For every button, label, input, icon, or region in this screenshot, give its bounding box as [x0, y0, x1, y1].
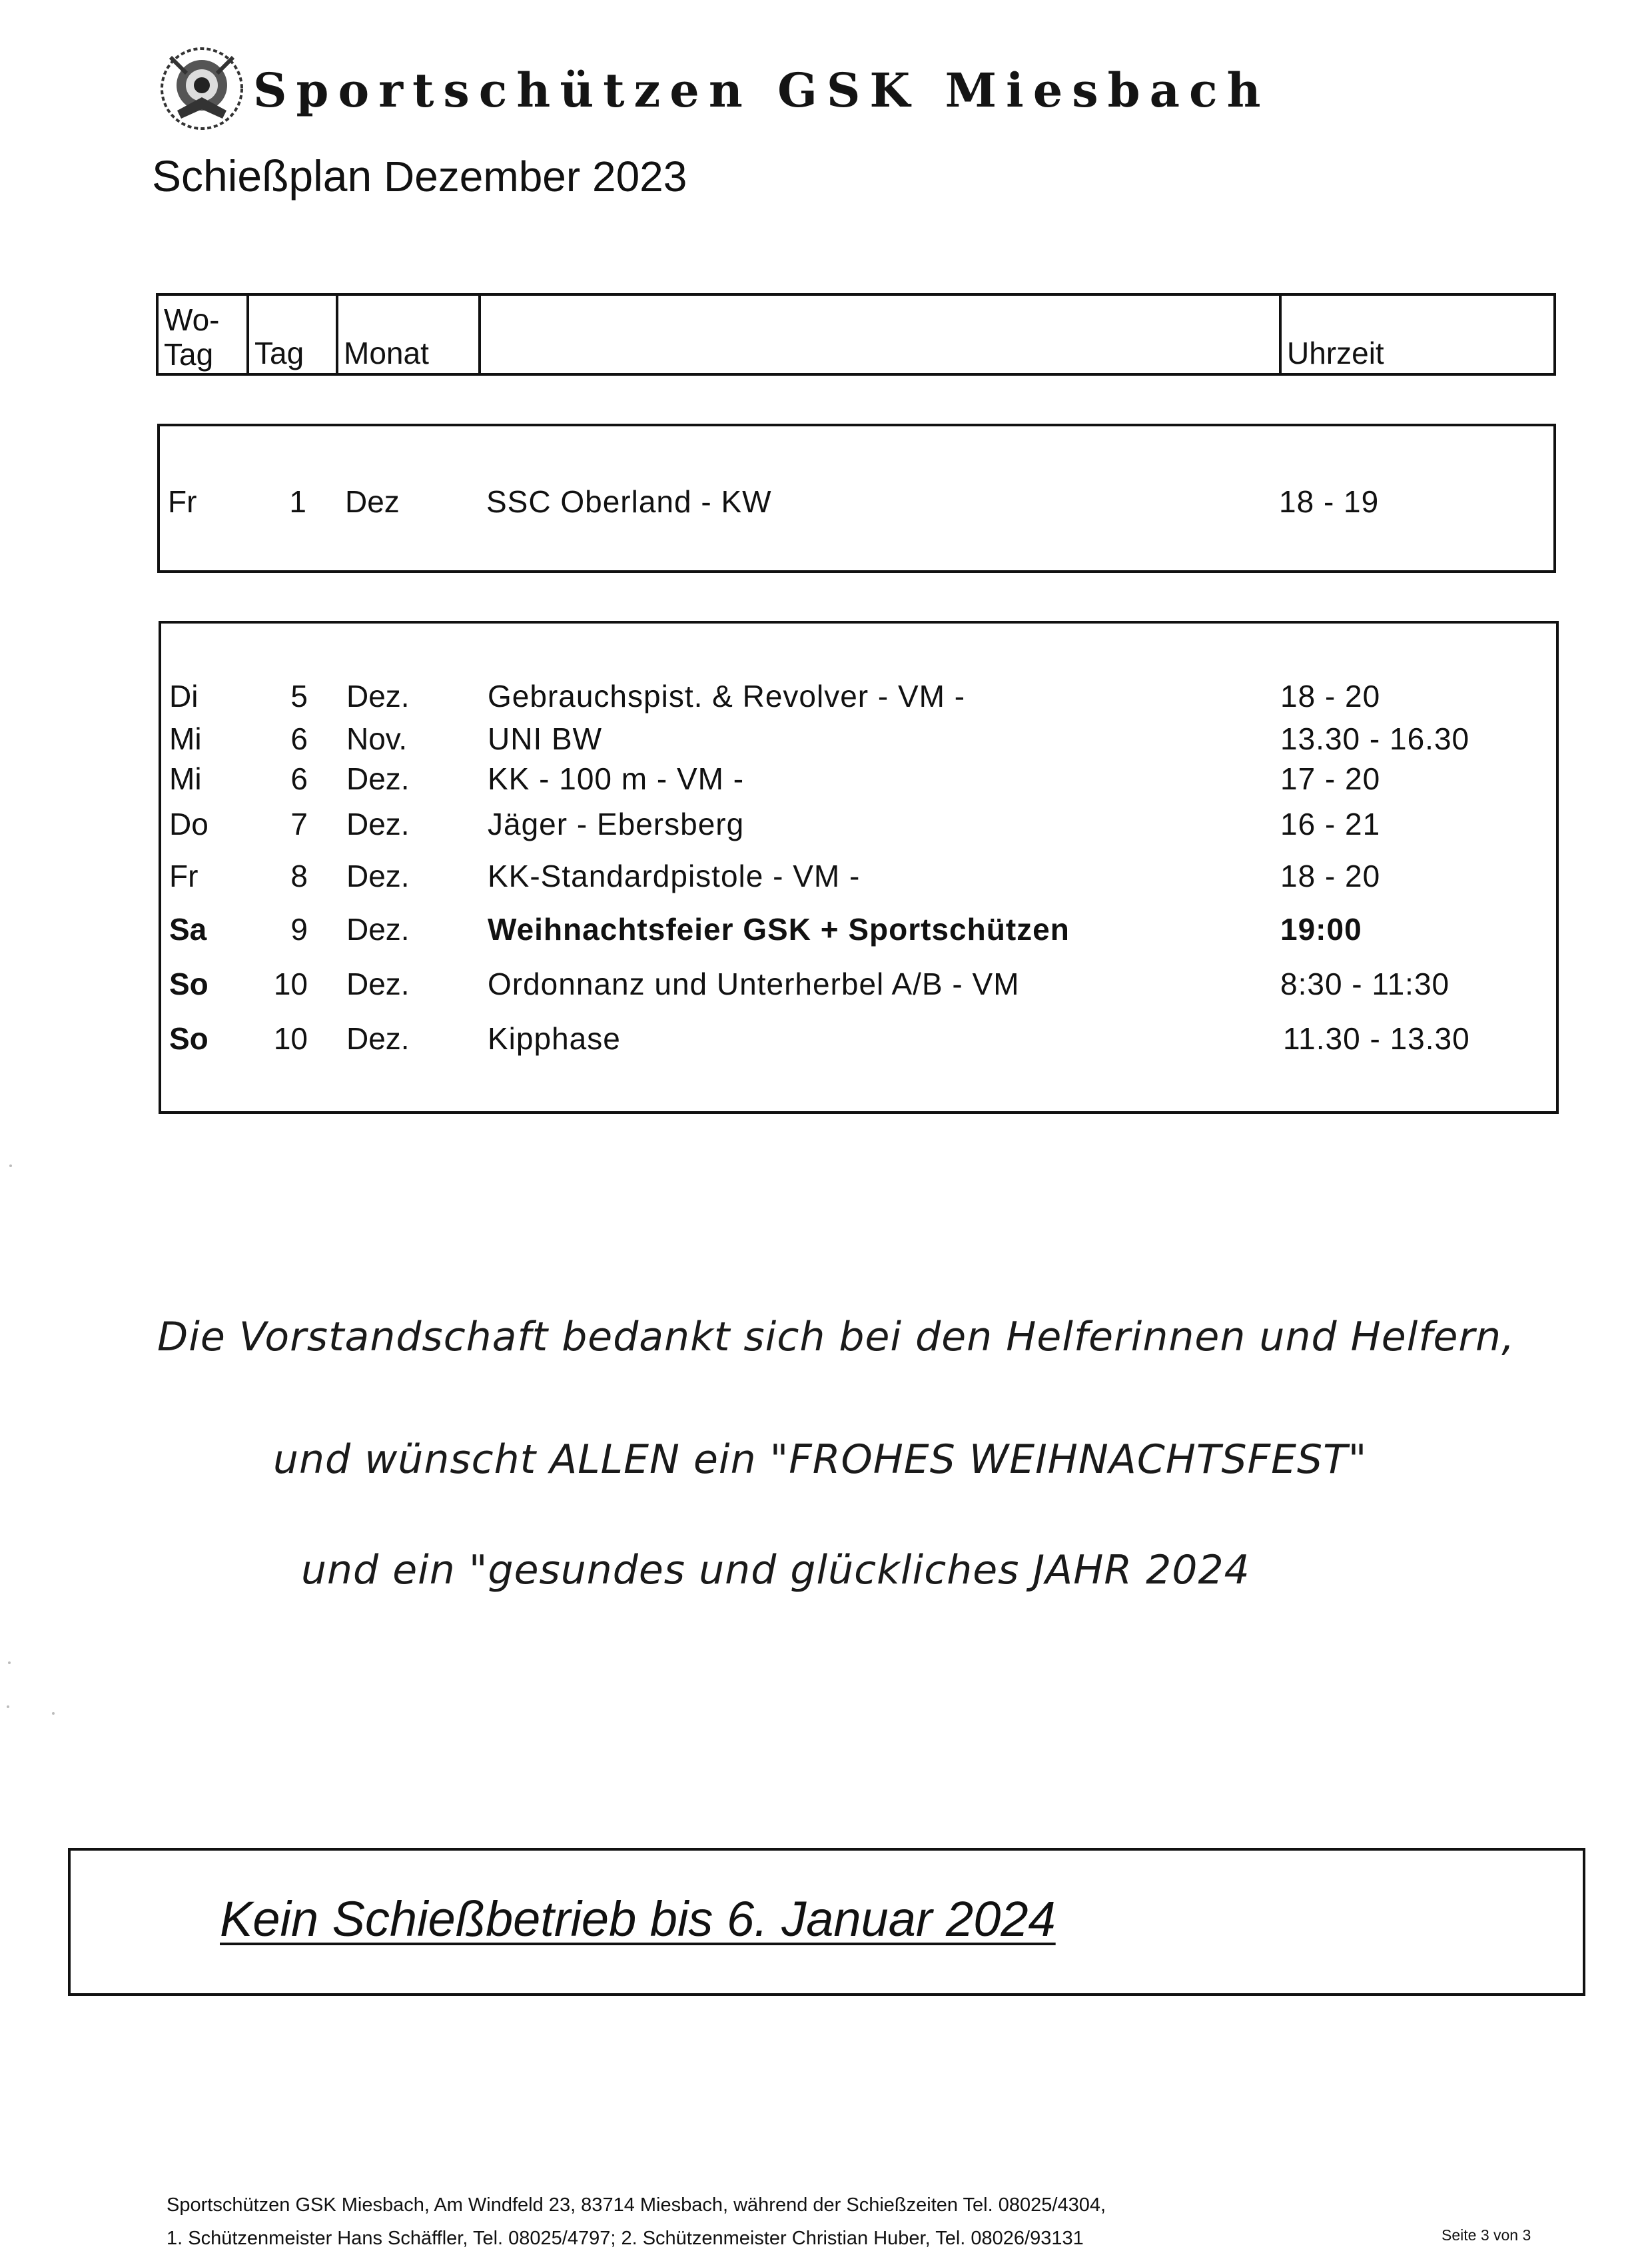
- row-month: Dez.: [346, 761, 410, 796]
- row-time: 18 - 20: [1280, 859, 1381, 893]
- plan-title-month: Dezember 2023: [383, 153, 687, 201]
- header-time: Uhrzeit: [1287, 336, 1384, 370]
- plan-title: [152, 151, 687, 201]
- scan-speck: [8, 1661, 11, 1664]
- schedule-row: [160, 484, 1553, 524]
- row-weekday: Mi: [169, 721, 202, 756]
- schedule-section-1: [157, 424, 1556, 573]
- row-day: 6: [290, 761, 308, 796]
- schedule-section-2: [159, 621, 1559, 1114]
- greeting-line-3: und ein "gesundes und glückliches JAHR 2024: [301, 1547, 1250, 1593]
- row-time: 11.30 - 13.30: [1283, 1021, 1470, 1056]
- row-time: 8:30 - 11:30: [1280, 967, 1450, 1001]
- row-day: 10: [273, 1021, 308, 1056]
- row-day: 7: [290, 807, 308, 841]
- row-event: KK-Standardpistole - VM -: [488, 859, 861, 893]
- schedule-row-highlight: [161, 911, 1556, 951]
- schedule-row: [161, 678, 1556, 718]
- row-event: UNI BW: [488, 721, 603, 756]
- notice-text: Kein Schießbetrieb bis 6. Januar 2024: [220, 1891, 1056, 1947]
- greeting-line-2: und wünscht ALLEN ein "FROHES WEIHNACHTSFEST": [273, 1436, 1368, 1483]
- row-time: 18 - 19: [1279, 484, 1380, 519]
- club-name: Sportschützen GSK Miesbach: [253, 63, 1270, 118]
- footer-contacts: 1. Schützenmeister Hans Schäffler, Tel. 08025/4797; 2. Schützenmeister Christian Huber, Tel. 08026/93131: [167, 2228, 1084, 2249]
- header-month: Monat: [338, 296, 481, 373]
- row-month: Dez: [345, 484, 400, 519]
- club-emblem-logo: [157, 44, 246, 133]
- row-day: 10: [273, 967, 308, 1001]
- row-month: Dez.: [346, 859, 410, 893]
- row-weekday: Do: [169, 807, 208, 841]
- header-event: [481, 296, 1282, 373]
- header-weekday: [159, 296, 249, 373]
- row-weekday: Fr: [168, 484, 197, 519]
- schedule-row: [161, 806, 1556, 846]
- row-day: 1: [289, 484, 306, 519]
- schedule-row: [161, 761, 1556, 801]
- scan-speck: [52, 1712, 55, 1715]
- row-weekday: Mi: [169, 761, 202, 796]
- schedule-header-table: [156, 293, 1556, 376]
- row-month: Nov.: [346, 721, 408, 756]
- row-time: 17 - 20: [1280, 761, 1381, 796]
- row-event: Weihnachtsfeier GSK + Sportschützen: [488, 912, 1070, 947]
- row-day: 9: [290, 912, 308, 947]
- row-day: 6: [290, 721, 308, 756]
- row-weekday: Sa: [169, 912, 207, 947]
- row-day: 5: [290, 679, 308, 713]
- row-event: Kipphase: [488, 1021, 621, 1056]
- row-event: KK - 100 m - VM -: [488, 761, 745, 796]
- row-month: Dez.: [346, 679, 410, 713]
- scan-speck: [9, 1164, 12, 1167]
- schedule-row: [161, 1021, 1556, 1061]
- row-day: 8: [290, 859, 308, 893]
- row-time: 13.30 - 16.30: [1280, 721, 1470, 756]
- row-month: Dez.: [346, 912, 410, 947]
- row-month: Dez.: [346, 1021, 410, 1056]
- footer-address: Sportschützen GSK Miesbach, Am Windfeld 23, 83714 Miesbach, während der Schießzeiten Tel. 08025/4304,: [167, 2194, 1106, 2216]
- scan-speck: [7, 1705, 9, 1708]
- row-month: Dez.: [346, 807, 410, 841]
- row-weekday: Fr: [169, 859, 199, 893]
- row-weekday: So: [169, 967, 208, 1001]
- row-time: 19:00: [1280, 912, 1362, 947]
- row-weekday: Di: [169, 679, 199, 713]
- row-time: 18 - 20: [1280, 679, 1381, 713]
- schedule-row: [161, 721, 1556, 761]
- row-event: Ordonnanz und Unterherbel A/B - VM: [488, 967, 1020, 1001]
- row-month: Dez.: [346, 967, 410, 1001]
- header-weekday-line2: Tag: [164, 337, 214, 372]
- greeting-line-1: Die Vorstandschaft bedankt sich bei den Helferinnen und Helfern,: [157, 1314, 1515, 1360]
- header-day: Tag: [249, 296, 338, 373]
- row-event: SSC Oberland - KW: [486, 484, 772, 519]
- row-event: Gebrauchspist. & Revolver - VM -: [488, 679, 966, 713]
- page-number: Seite 3 von 3: [1442, 2226, 1531, 2244]
- row-time: 16 - 21: [1280, 807, 1381, 841]
- plan-title-prefix: Schießplan: [152, 151, 372, 201]
- schedule-row: [161, 966, 1556, 1006]
- schedule-row: [161, 858, 1556, 898]
- row-weekday: So: [169, 1021, 208, 1056]
- header-weekday-line1: Wo-: [164, 302, 220, 337]
- row-event: Jäger - Ebersberg: [488, 807, 745, 841]
